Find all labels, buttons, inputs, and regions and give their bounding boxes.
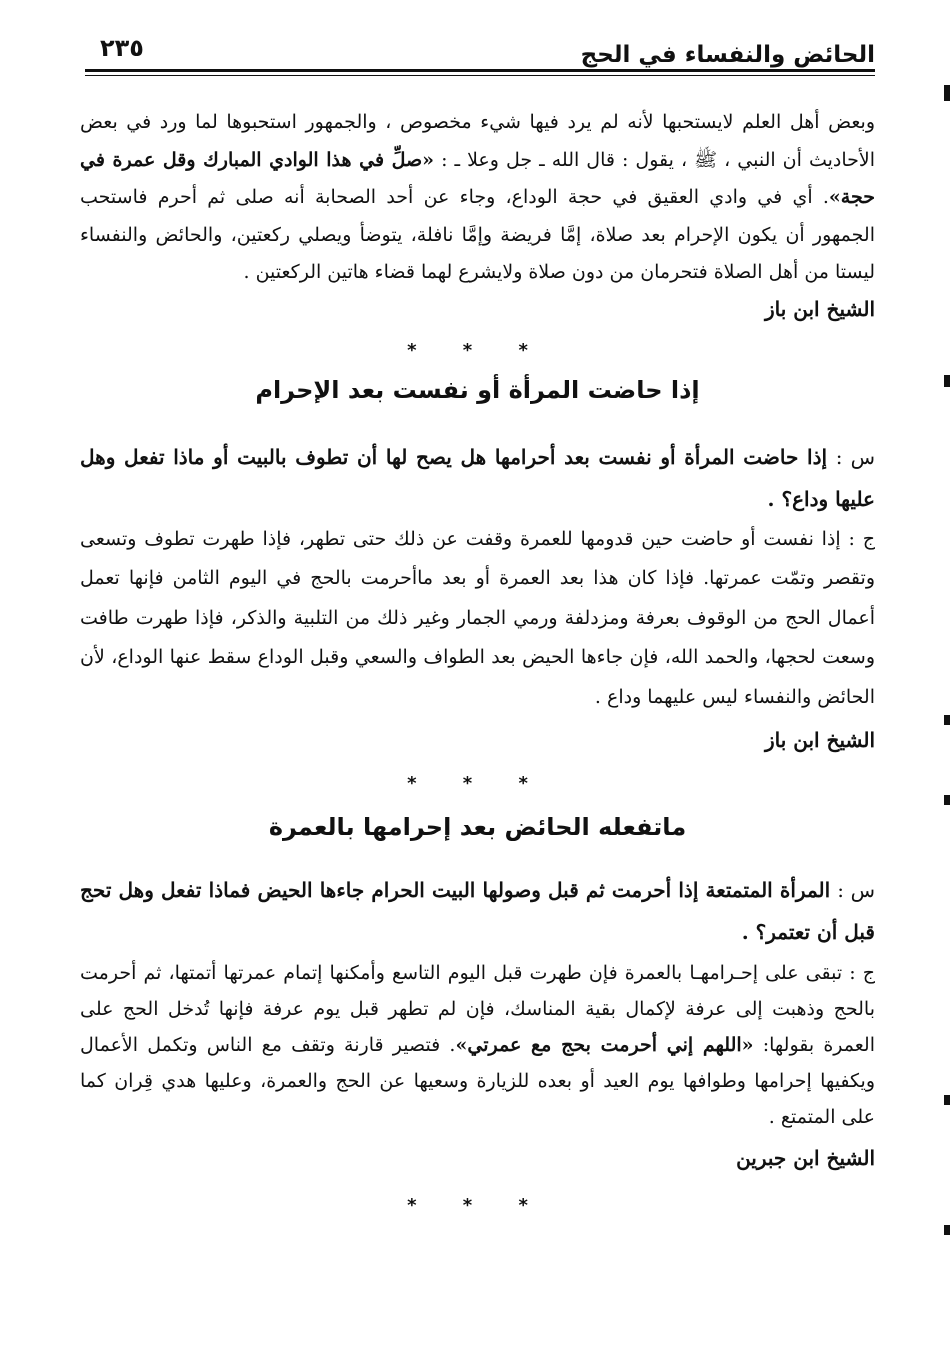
question-prefix: س : [835,444,876,469]
author-attribution-2: الشيخ ابن باز [764,728,875,752]
scan-edge-mark [944,1095,950,1105]
intro-text-1: وبعض أهل العلم لايستحبها لأنه لم يرد فيها شيء مخصوص ، والجمهور استحبوها لما ورد في بعض الأحاديث أن النبي ، ﷺ ، يقول : قال الله ـ جل وعلا ـ : [80,111,875,171]
section-separator-1: * * * [407,339,548,361]
answer-2 [80,955,875,1135]
author-attribution-1: الشيخ ابن باز [764,296,875,321]
section-separator-3: * * * [407,1195,548,1216]
answer-2-text-1: تبقى على إحـرامهـا بالعمرة فإن طهرت قبل اليوم التاسع وأمكنها إتمام عمرتها أتمتها، ثم أحرمت بالحج وذهبت إلى عرفة لإكمال بقية المناسك، فإن لم تطهر قبل يوم عرفة فإنها تُدخل الحج على العمرة بقولها: [80,962,875,1056]
question-1-text: إذا حاضت المرأة أو نفست بعد أحرامها هل يصح لها أن تطوف بالبيت أو ماذا تفعل وهل عليها وداع؟ . [80,444,875,511]
running-title: الحائض والنفساء في الحج [580,42,875,68]
answer-2-text-2: . فتصير قارنة وتقف مع الناس وتكمل الأعمال ويكفيها إحرامها وطوافها يوم العيد أو بعده للزيارة وسعيها عن الحج والعمرة، وعليها هدي قِران كما على المتمتع . [80,1034,875,1128]
question-2 [80,869,875,953]
scan-edge-mark [944,85,950,101]
question-1 [80,436,875,520]
intro-paragraph [80,104,875,292]
header-rule-thin [85,75,875,76]
header-rule [85,69,875,72]
answer-prefix: ج : [849,962,875,984]
question-prefix: س : [837,878,875,902]
page-header [85,30,875,70]
hadith-quote: «صلِّ في هذا الوادي المبارك وقل عمرة في حجة» [80,148,875,208]
author-attribution-3: الشيخ ابن جبرين [736,1146,875,1170]
page-number: ٢٣٥ [100,34,144,62]
section-separator-2: * * * [407,773,548,794]
question-2-text: المرأة المتمتعة إذا أحرمت ثم قبل وصولها البيت الحرام جاءها الحيض فماذا تفعل وهل تحج قبل أن تعتمر؟ . [80,878,875,944]
answer-1-text: إذا نفست أو حاضت حين قدومها للعمرة وقفت عن ذلك حتى تطهر، فإذا طهرت تطوف وتسعى وتقصر وتمّت عمرتها. فإذا كان هذا بعد العمرة أو بعد ماأحرمت بالحج في اليوم الثامن فإنها تعمل أعمال الحج من الوقوف بعرفة ومزدلفة ورمي الجمار وغير ذلك من التلبية والذكر، فإذا طهرت طافت وسعت لحجها، والحمد الله، فإن جاءها الحيض بعد الطواف والسعي وقبل الوداع سقط عنها الوداع، لأن الحائض والنفساء ليس عليهما وداع . [80,527,875,708]
section-title-2: ماتفعله الحائض بعد إحرامها بالعمرة [268,813,687,841]
scan-edge-mark [944,375,950,387]
intro-text-2: . أي في وادي العقيق في حجة الوداع، وجاء عن أحد الصحابة أنه صلى ثم أحرم فاستحب الجمهور أن يكون الإحرام بعد صلاة، إمَّا فريضة وإمَّا نافلة، يتوضأ ويصلي ركعتين، والحائض والنفساء ليستا من أهل الصلاة فتحرمان من دون صلاة ولايشرع لهما قضاء هاتين الركعتين . [80,186,875,283]
section-title-1: إذا حاضت المرأة أو نفست بعد الإحرام [255,375,700,404]
page-body [80,104,875,1223]
talbiyah-quote: «اللهم إني أحرمت بحج مع عمرتي» [455,1034,754,1056]
scan-edge-mark [944,795,950,805]
scan-edge-mark [944,715,950,725]
scan-edge-mark [944,1225,950,1235]
answer-1 [80,520,875,718]
answer-prefix: ج : [848,527,875,550]
